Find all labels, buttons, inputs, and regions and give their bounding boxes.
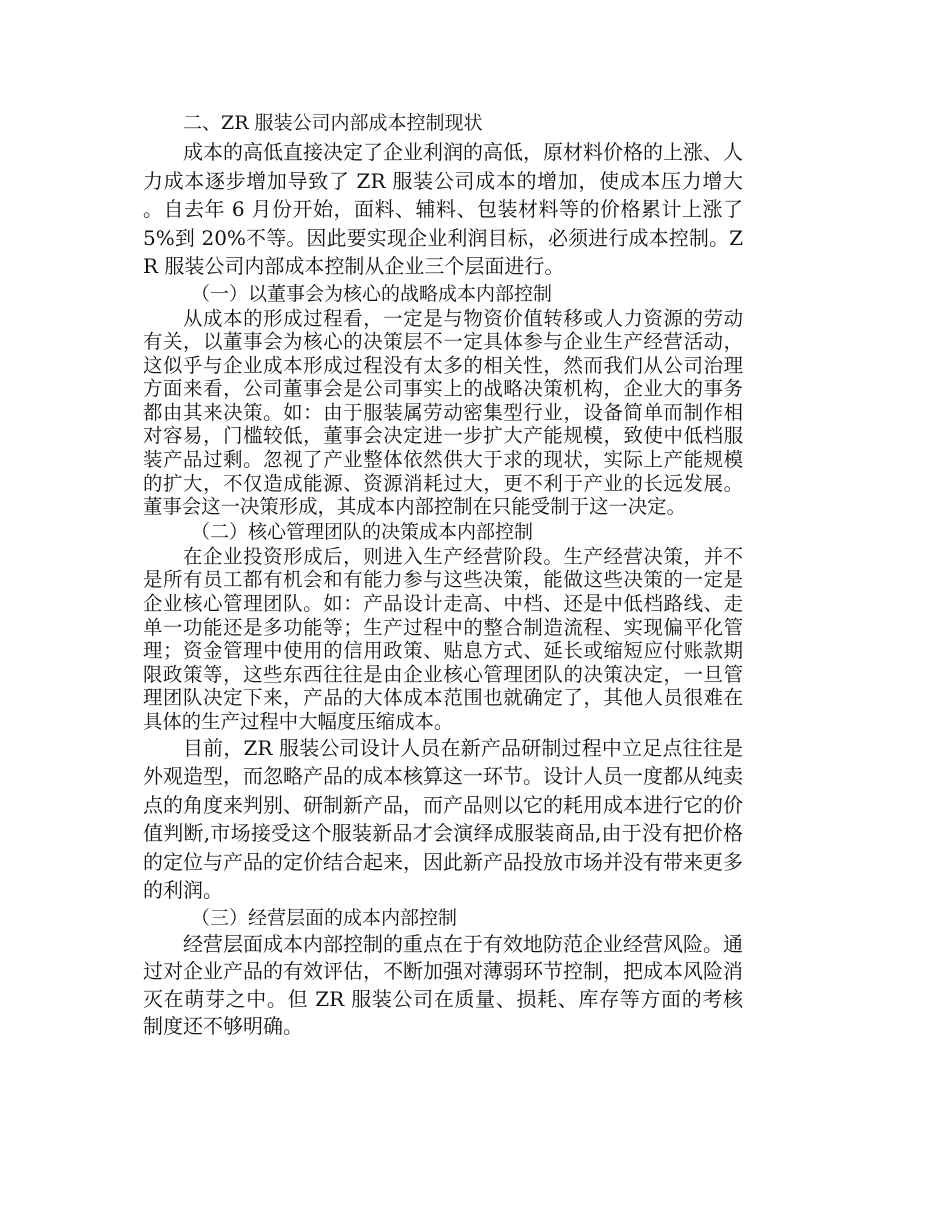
subsection-1-paragraph: 从成本的形成过程看，一定是与物资价值转移或人力资源的劳动有关，以董事会为核心的决策层不一定具体参与企业生产经营活动，这似乎与企业成本形成过程没有太多的相关性，然而我们从公司治理方面来看，公司董事会是公司事实上的战略决策机构，企业大的事务都由其来决策。如：由于服装属劳动密集型行业，设备简单而制作相对容易，门槛较低，董事会决定进一步扩大产能规模，致使中低档服装产品过剩。忽视了产业整体依然供大于求的现状，实际上产能规模的扩大，不仅造成能源、资源消耗过大，更不利于产业的长远发展。董事会这一决策形成，其成本内部控制在只能受制于这一决定。	[143, 306, 743, 519]
subsection-2-paragraph-2: 目前，ZR 服装公司设计人员在新产品研制过程中立足点往往是外观造型，而忽略产品的成本核算这一环节。设计人员一度都从纯卖点的角度来判别、研制新产品，而产品则以它的耗用成本进行它的价值判断,市场接受这个服装新品才会演绎成服装商品,由于没有把价格的定位与产品的定价结合起来，因此新产品投放市场并没有带来更多的利润。	[143, 735, 743, 903]
intro-paragraph: 成本的高低直接决定了企业利润的高低，原材料价格的上涨、人力成本逐步增加导致了 ZR 服装公司成本的增加，使成本压力增大。自去年 6 月份开始，面料、辅料、包装材料等的价格累计上涨了 5%到 20%不等。因此要实现企业利润目标，必须进行成本控制。ZR 服装公司内部成本控制从企业三个层面进行。	[143, 140, 743, 278]
subsection-3-paragraph: 经营层面成本内部控制的重点在于有效地防范企业经营风险。通过对企业产品的有效评估，不断加强对薄弱环节控制，把成本风险消灭在萌芽之中。但 ZR 服装公司在质量、损耗、库存等方面的考核制度还不够明确。	[143, 931, 743, 1039]
section-title: 二、ZR 服装公司内部成本控制现状	[183, 112, 483, 134]
subsection-2-paragraph: 在企业投资形成后，则进入生产经营阶段。生产经营决策，并不是所有员工都有机会和有能力参与这些决策，能做这些决策的一定是企业核心管理团队。如：产品设计走高、中档、还是中低档路线、走单一功能还是多功能等；生产过程中的整合制造流程、实现偏平化管理；资金管理中使用的信用政策、贴息方式、延长或缩短应付账款期限政策等，这些东西往往是由企业核心管理团队的决策决定，一旦管理团队决定下来，产品的大体成本范围也就确定了，其他人员很难在具体的生产过程中大幅度压缩成本。	[143, 544, 743, 733]
subsection-3-title: （三）经营层面的成本内部控制	[191, 906, 458, 929]
subsection-1-title: （一）以董事会为核心的战略成本内部控制	[191, 282, 553, 305]
subsection-2-title: （二）核心管理团队的决策成本内部控制	[191, 520, 534, 543]
document-body	[143, 108, 743, 1041]
